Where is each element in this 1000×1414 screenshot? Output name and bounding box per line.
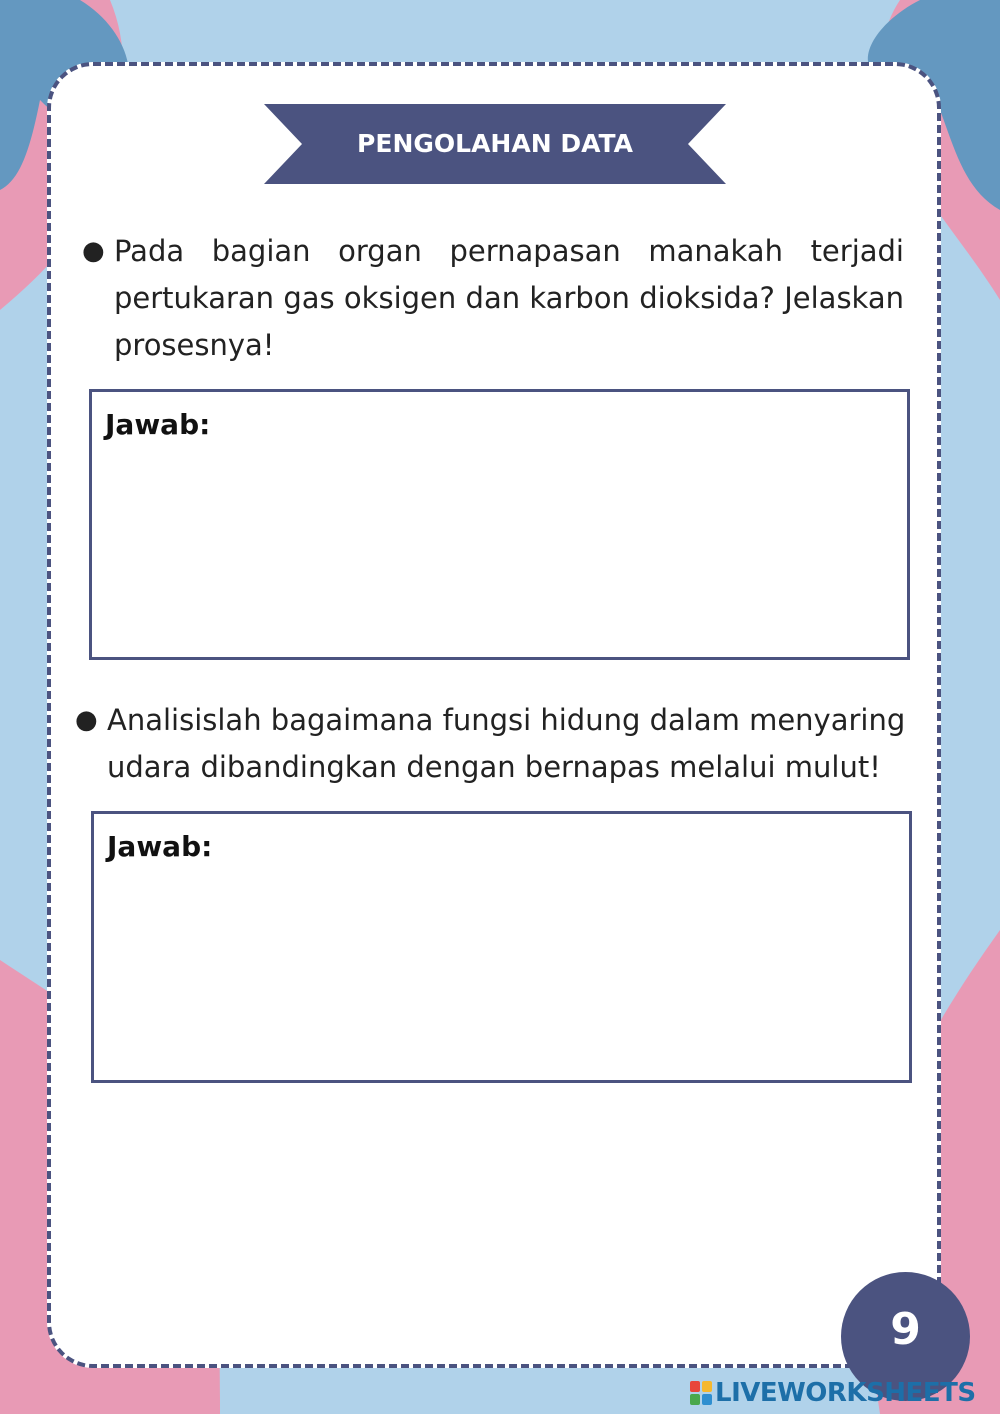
brand-name: LIVEWORKSHEETS xyxy=(715,1378,976,1408)
liveworksheets-brand[interactable] xyxy=(690,1378,976,1408)
answer-input-2[interactable] xyxy=(107,874,896,1067)
answer-label-2: Jawab: xyxy=(107,830,213,863)
question-1 xyxy=(82,228,904,369)
answer-input-1[interactable] xyxy=(105,452,894,644)
page-number: 9 xyxy=(890,1304,921,1355)
bullet-icon: ● xyxy=(82,236,105,266)
question-2 xyxy=(75,697,907,791)
bullet-icon: ● xyxy=(75,705,98,735)
answer-label-1: Jawab: xyxy=(105,408,211,441)
page-title: PENGOLAHAN DATA xyxy=(357,129,633,158)
question-1-text: Pada bagian organ pernapasan manakah terjadi pertukaran gas oksigen dan karbon dioksida? Jelaskan prosesnya! xyxy=(114,234,904,362)
question-2-text: Analisislah bagaimana fungsi hidung dalam menyaring udara dibandingkan dengan bernapas melalui mulut! xyxy=(107,703,906,784)
answer-box-2 xyxy=(91,811,912,1083)
answer-box-1 xyxy=(89,389,910,660)
liveworksheets-logo-icon xyxy=(690,1381,712,1405)
